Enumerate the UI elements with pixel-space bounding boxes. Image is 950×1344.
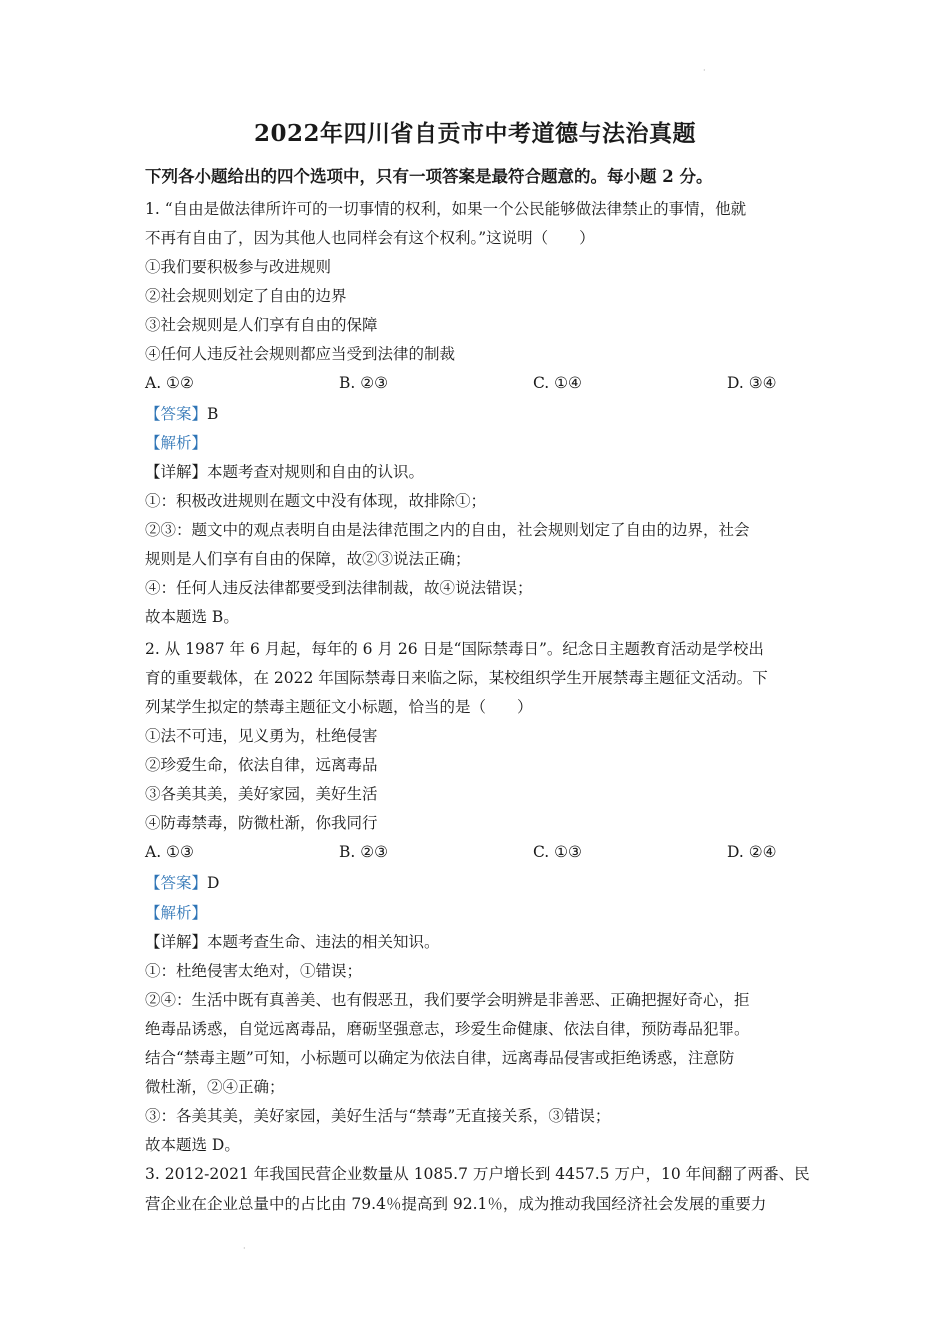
page-title: 2022年四川省自贡市中考道德与法治真题 bbox=[253, 120, 696, 147]
page-mark: · bbox=[703, 66, 706, 75]
q2-option-d: D. ②④ bbox=[727, 843, 777, 861]
q2-choice-4: ④防毒禁毒，防微杜渐，你我同行 bbox=[145, 814, 378, 832]
q1-explanation-line: 【详解】本题考查对规则和自由的认识。 bbox=[145, 463, 425, 481]
q1-explanation-line: 规则是人们享有自由的保障，故②③说法正确； bbox=[145, 550, 471, 568]
q2-stem-line: 育的重要载体，在 2022 年国际禁毒日来临之际，某校组织学生开展禁毒主题征文活动。下 bbox=[145, 669, 768, 687]
q2-explanation-line: ①：杜绝侵害太绝对，①错误； bbox=[145, 962, 363, 980]
q1-explanation-line: ④：任何人违反法律都要受到法律制裁，故④说法错误； bbox=[145, 579, 533, 597]
q1-stem-line: 1. “自由是做法律所许可的一切事情的权利，如果一个公民能够做法律禁止的事情，他就 bbox=[145, 200, 747, 218]
q1-option-b: B. ②③ bbox=[339, 374, 389, 392]
q1-answer bbox=[145, 403, 218, 425]
q1-stem-line: 不再有自由了，因为其他人也同样会有这个权利。”这说明（ ） bbox=[145, 229, 595, 247]
answer-tag: 【答案】 bbox=[145, 874, 208, 892]
q2-stem-line: 2. 从 1987 年 6 月起，每年的 6 月 26 日是“国际禁毒日”。纪念日主题教育活动是学校出 bbox=[145, 640, 764, 658]
q3-stem-line: 3. 2012-2021 年我国民营企业数量从 1085.7 万户增长到 4457.5 万户，10 年间翻了两番、民 bbox=[145, 1165, 810, 1183]
q2-option-b: B. ②③ bbox=[339, 843, 389, 861]
q2-explanation-line: 结合“禁毒主题”可知，小标题可以确定为依法自律，远离毒品侵害或拒绝诱惑，注意防 bbox=[145, 1049, 735, 1067]
q2-explanation-line: 微杜渐，②④正确； bbox=[145, 1078, 285, 1096]
q2-answer bbox=[145, 872, 219, 894]
answer-value: B bbox=[207, 405, 219, 423]
q1-option-c: C. ①④ bbox=[533, 374, 582, 392]
q1-option-d: D. ③④ bbox=[727, 374, 777, 392]
q2-stem-line: 列某学生拟定的禁毒主题征文小标题，恰当的是（ ） bbox=[145, 698, 533, 716]
q2-analysis-tag: 【解析】 bbox=[145, 904, 208, 922]
q2-choice-2: ②珍爱生命，依法自律，远离毒品 bbox=[145, 756, 378, 774]
q1-explanation-line: ②③：题文中的观点表明自由是法律范围之内的自由，社会规则划定了自由的边界，社会 bbox=[145, 521, 750, 539]
q1-analysis-tag: 【解析】 bbox=[145, 434, 208, 452]
answer-tag: 【答案】 bbox=[145, 405, 208, 423]
q2-choice-1: ①法不可违，见义勇为，杜绝侵害 bbox=[145, 727, 378, 745]
q2-choice-3: ③各美其美，美好家园，美好生活 bbox=[145, 785, 378, 803]
q2-explanation-line: ③：各美其美，美好家园，美好生活与“禁毒”无直接关系，③错误； bbox=[145, 1107, 611, 1125]
q1-explanation-line: ①：积极改进规则在题文中没有体现，故排除①； bbox=[145, 492, 487, 510]
q2-option-a: A. ①③ bbox=[145, 843, 194, 861]
q2-explanation-line: 【详解】本题考查生命、违法的相关知识。 bbox=[145, 933, 440, 951]
q2-explanation-line: ②④：生活中既有真善美、也有假恶丑，我们要学会明辨是非善恶、正确把握好奇心，拒 bbox=[145, 991, 750, 1009]
instruction-text: 下列各小题给出的四个选项中，只有一项答案是最符合题意的。每小题 2 分。 bbox=[145, 167, 713, 186]
q2-explanation-line: 故本题选 D。 bbox=[145, 1136, 240, 1154]
q2-explanation-line: 绝毒品诱惑，自觉远离毒品，磨砺坚强意志，珍爱生命健康、依法自律，预防毒品犯罪。 bbox=[145, 1020, 750, 1038]
q1-choice-4: ④任何人违反社会规则都应当受到法律的制裁 bbox=[145, 345, 456, 363]
page-mark: · bbox=[243, 1244, 246, 1253]
q3-stem-line: 营企业在企业总量中的占比由 79.4％提高到 92.1％，成为推动我国经济社会发展的重要力 bbox=[145, 1195, 767, 1213]
q1-choice-1: ①我们要积极参与改进规则 bbox=[145, 258, 332, 276]
q1-choice-3: ③社会规则是人们享有自由的保障 bbox=[145, 316, 378, 334]
q1-choice-2: ②社会规则划定了自由的边界 bbox=[145, 287, 347, 305]
q1-explanation-line: 故本题选 B。 bbox=[145, 608, 239, 626]
answer-value: D bbox=[207, 874, 220, 892]
q1-option-a: A. ①② bbox=[145, 374, 194, 392]
q2-option-c: C. ①③ bbox=[533, 843, 582, 861]
